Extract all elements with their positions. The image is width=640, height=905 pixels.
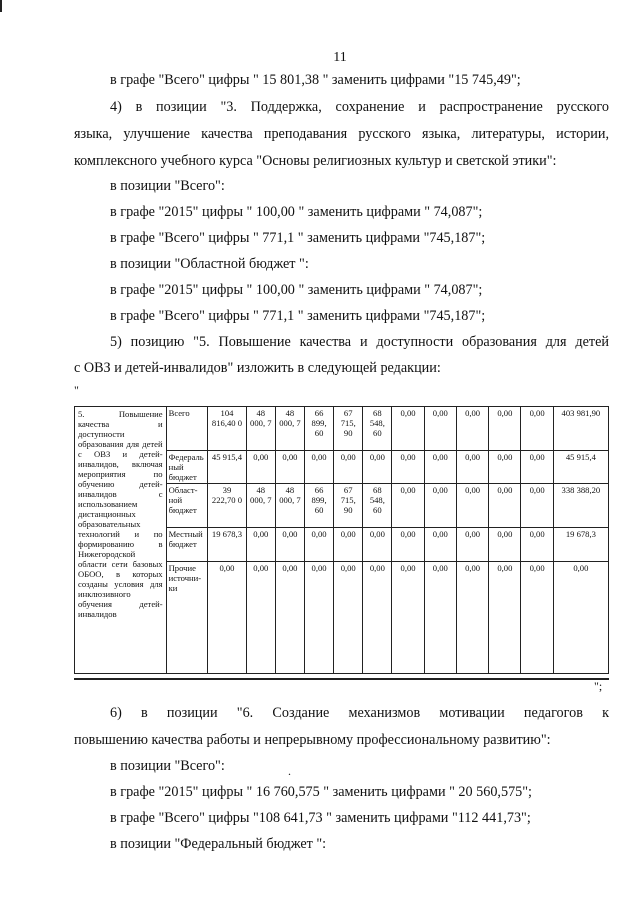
source-cell: Област-ной бюджет (166, 484, 208, 528)
value-cell: 0,00 (392, 451, 424, 484)
value-cell: 0,00 (424, 562, 456, 674)
value-cell: 68 548, 60 (363, 407, 392, 451)
value-cell: 0,00 (392, 528, 424, 562)
text-line: в позиции "Областной бюджет ": (110, 256, 309, 272)
value-cell: 0,00 (489, 451, 521, 484)
table-row (75, 407, 609, 451)
value-cell: 0,00 (275, 528, 304, 562)
value-cell: 0,00 (456, 451, 488, 484)
source-cell: Всего (166, 407, 208, 451)
total-cell: 0,00 (553, 562, 608, 674)
text-line: в графе "2015" цифры " 100,00 " заменить цифрами " 74,087"; (110, 204, 483, 220)
value-cell: 0,00 (305, 562, 334, 674)
text-line: 6) в позиции "6. Создание механизмов мотивации педагогов к (110, 705, 609, 721)
value-cell: 0,00 (392, 562, 424, 674)
opening-quote: " (74, 383, 79, 397)
value-cell: 0,00 (489, 407, 521, 451)
closing-quote: "; (594, 679, 603, 693)
value-cell: 0,00 (363, 562, 392, 674)
value-cell: 0,00 (456, 407, 488, 451)
program-table (74, 406, 609, 674)
value-cell: 104 816,40 0 (208, 407, 247, 451)
value-cell: 0,00 (208, 562, 247, 674)
text-line: в графе "Всего" цифры " 771,1 " заменить цифрами "745,187"; (110, 308, 486, 324)
value-cell: 19 678,3 (208, 528, 247, 562)
text-line: 5) позицию "5. Повышение качества и доступности образования для детей (110, 334, 609, 350)
value-cell: 0,00 (456, 562, 488, 674)
text-line: в графе "2015" цифры " 16 760,575 " заменить цифрами " 20 560,575"; (110, 784, 532, 800)
total-cell: 45 915,4 (553, 451, 608, 484)
value-cell: 0,00 (521, 451, 553, 484)
value-cell: 0,00 (363, 451, 392, 484)
margin-mark (0, 0, 2, 12)
value-cell: 0,00 (305, 528, 334, 562)
value-cell: 0,00 (246, 528, 275, 562)
value-cell: 68 548, 60 (363, 484, 392, 528)
value-cell: 0,00 (521, 484, 553, 528)
value-cell: 0,00 (246, 451, 275, 484)
text-line: с ОВЗ и детей-инвалидов" изложить в следующей редакции: (74, 360, 441, 376)
source-cell: Местный бюджет (166, 528, 208, 562)
text-line: в графе "Всего" цифры "108 641,73 " заменить цифрами "112 441,73"; (110, 810, 531, 826)
value-cell: 48 000, 7 (275, 484, 304, 528)
text-line: в графе "Всего" цифры " 771,1 " заменить цифрами "745,187"; (110, 230, 486, 246)
value-cell: 0,00 (275, 451, 304, 484)
value-cell: 48 000, 7 (246, 407, 275, 451)
value-cell: 0,00 (424, 484, 456, 528)
measure-name-cell: 5. Повышение качества и доступности образования для детей с ОВЗ и детей-инвалидов, включая мероприятия по обучению детей-инвалидов с использованием дистанционных образовательных технологий и по формированию в Нижегородской области сети базовых ОБОО, в которых созданы условия для инклюзивного обучения детей-инвалидов (75, 407, 167, 674)
text-line: языка, улучшение качества преподавания русского языка, литературы, истории, (74, 126, 609, 142)
source-cell: Прочие источни-ки (166, 562, 208, 674)
value-cell: 39 222,70 0 (208, 484, 247, 528)
text-line: комплексного учебного курса "Основы религиозных культур и светской этики": (74, 153, 557, 169)
value-cell: 0,00 (456, 484, 488, 528)
value-cell: 0,00 (521, 407, 553, 451)
total-cell: 338 388,20 (553, 484, 608, 528)
value-cell: 0,00 (305, 451, 334, 484)
value-cell: 45 915,4 (208, 451, 247, 484)
value-cell: 0,00 (489, 484, 521, 528)
value-cell: 0,00 (489, 562, 521, 674)
value-cell: 0,00 (424, 451, 456, 484)
value-cell: 0,00 (392, 484, 424, 528)
text-line: в позиции "Всего": (110, 758, 225, 774)
text-line: в графе "2015" цифры " 100,00 " заменить цифрами " 74,087"; (110, 282, 483, 298)
source-cell: Федераль ный бюджет (166, 451, 208, 484)
value-cell: 0,00 (334, 451, 363, 484)
value-cell: 66 899, 60 (305, 484, 334, 528)
text-line: в позиции "Всего": (110, 178, 225, 194)
total-cell: 403 981,90 (553, 407, 608, 451)
value-cell: 0,00 (363, 528, 392, 562)
value-cell: 67 715, 90 (334, 407, 363, 451)
value-cell: 0,00 (521, 562, 553, 674)
value-cell: 48 000, 7 (275, 407, 304, 451)
value-cell: 0,00 (246, 562, 275, 674)
value-cell: 0,00 (424, 407, 456, 451)
value-cell: 0,00 (489, 528, 521, 562)
text-line: 4) в позиции "3. Поддержка, сохранение и распространение русского (110, 99, 609, 115)
text-line: в позиции "Федеральный бюджет ": (110, 836, 327, 852)
page-number: 11 (333, 50, 347, 65)
text-line: повышению качества работы и непрерывному профессиональному развитию": (74, 732, 551, 748)
value-cell: 0,00 (275, 562, 304, 674)
value-cell: 0,00 (456, 528, 488, 562)
value-cell: 67 715, 90 (334, 484, 363, 528)
value-cell: 0,00 (424, 528, 456, 562)
value-cell: 0,00 (521, 528, 553, 562)
value-cell: 0,00 (392, 407, 424, 451)
value-cell: 0,00 (334, 562, 363, 674)
stray-mark: . (288, 764, 291, 778)
text-line: в графе "Всего" цифры " 15 801,38 " заменить цифрами "15 745,49"; (110, 72, 521, 88)
value-cell: 66 899, 60 (305, 407, 334, 451)
table-bottom-border (74, 678, 609, 680)
value-cell: 48 000, 7 (246, 484, 275, 528)
total-cell: 19 678,3 (553, 528, 608, 562)
value-cell: 0,00 (334, 528, 363, 562)
